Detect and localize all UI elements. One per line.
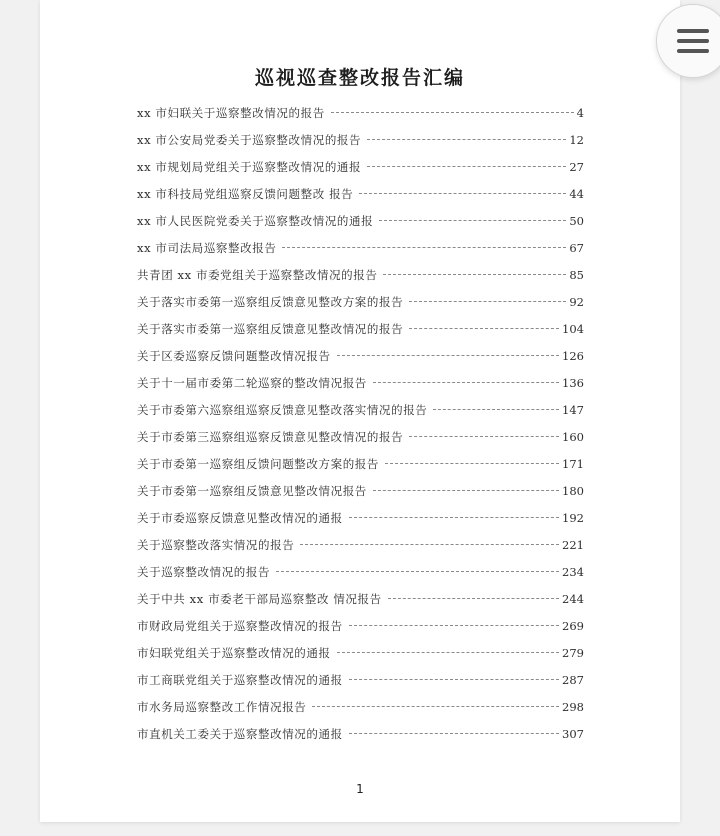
toc-entry[interactable] — [137, 235, 584, 262]
toc-leader-dots — [433, 409, 559, 410]
toc-entry[interactable] — [137, 100, 584, 127]
toc-entry-title: 关于巡察整改情况的报告 — [137, 565, 271, 579]
toc-entry-title: 关于市委第三巡察组巡察反馈意见整改情况的报告 — [137, 430, 404, 444]
toc-entry[interactable] — [137, 397, 584, 424]
toc-entry[interactable] — [137, 154, 584, 181]
toc-entry-page: 180 — [562, 484, 584, 498]
toc-leader-dots — [337, 652, 559, 653]
toc-entry-page: 234 — [562, 565, 584, 579]
toc-entry-title: xx 市公安局党委关于巡察整改情况的报告 — [137, 133, 362, 147]
toc-leader-dots — [383, 274, 566, 275]
toc-entry-title: 市直机关工委关于巡察整改情况的通报 — [137, 727, 343, 741]
toc-entry-title: xx 市司法局巡察整改报告 — [137, 241, 277, 255]
toc-entry-page: 269 — [562, 619, 584, 633]
toc-leader-dots — [367, 166, 566, 167]
toc-entry[interactable] — [137, 289, 584, 316]
toc-entry-title: 关于市委第六巡察组巡察反馈意见整改落实情况的报告 — [137, 403, 428, 417]
toc-leader-dots — [373, 382, 559, 383]
toc-entry-title: 共青团 xx 市委党组关于巡察整改情况的报告 — [137, 268, 378, 282]
toc-leader-dots — [349, 733, 559, 734]
toc-entry-title: 关于落实市委第一巡察组反馈意见整改情况的报告 — [137, 322, 404, 336]
toc-leader-dots — [385, 463, 559, 464]
toc-entry-title: 关于十一届市委第二轮巡察的整改情况报告 — [137, 376, 367, 390]
toc-entry[interactable] — [137, 424, 584, 451]
toc-entry-page: 192 — [562, 511, 584, 525]
toc-entry[interactable] — [137, 478, 584, 505]
toc-entry-page: 160 — [562, 430, 584, 444]
toc-entry[interactable] — [137, 613, 584, 640]
toc-leader-dots — [349, 679, 559, 680]
toc-leader-dots — [359, 193, 566, 194]
toc-entry-title: 市水务局巡察整改工作情况报告 — [137, 700, 307, 714]
toc-entry-page: 279 — [562, 646, 584, 660]
toc-leader-dots — [312, 706, 559, 707]
toc-entry-page: 4 — [576, 106, 584, 120]
toc-entry[interactable] — [137, 262, 584, 289]
toc-entry-page: 12 — [569, 133, 584, 147]
toc-entry-page: 298 — [562, 700, 584, 714]
toc-entry-title: 市妇联党组关于巡察整改情况的通报 — [137, 646, 331, 660]
toc-entry-title: xx 市妇联关于巡察整改情况的报告 — [137, 106, 325, 120]
document-title: 巡视巡查整改报告汇编 — [254, 67, 465, 89]
toc-entry-title: xx 市规划局党组关于巡察整改情况的通报 — [137, 160, 362, 174]
toc-entry-page: 221 — [562, 538, 584, 552]
toc-entry-page: 27 — [569, 160, 584, 174]
toc-leader-dots — [373, 490, 559, 491]
toc-entry[interactable] — [137, 559, 584, 586]
toc-entry-page: 287 — [562, 673, 584, 687]
toc-entry-title: 市财政局党组关于巡察整改情况的报告 — [137, 619, 343, 633]
toc-entry-title: 关于区委巡察反馈问题整改情况报告 — [137, 349, 331, 363]
toc-entry-page: 244 — [562, 592, 584, 606]
toc-entry[interactable] — [137, 451, 584, 478]
menu-button[interactable] — [656, 4, 720, 78]
toc-entry-page: 44 — [569, 187, 584, 201]
toc-entry-title: 关于市委第一巡察组反馈问题整改方案的报告 — [137, 457, 379, 471]
toc-entry-title: xx 市科技局党组巡察反馈问题整改 报告 — [137, 187, 354, 201]
toc-entry-title: 关于落实市委第一巡察组反馈意见整改方案的报告 — [137, 295, 404, 309]
toc-entry[interactable] — [137, 316, 584, 343]
toc-entry-page: 104 — [562, 322, 584, 336]
toc-leader-dots — [409, 328, 559, 329]
toc-entry[interactable] — [137, 640, 584, 667]
toc-entry[interactable] — [137, 586, 584, 613]
toc-entry-page: 136 — [562, 376, 584, 390]
toc-leader-dots — [409, 301, 566, 302]
toc-entry-page: 171 — [562, 457, 584, 471]
toc-entry[interactable] — [137, 181, 584, 208]
toc-entry[interactable] — [137, 208, 584, 235]
toc-leader-dots — [349, 625, 559, 626]
toc-leader-dots — [337, 355, 559, 356]
toc-entry-page: 126 — [562, 349, 584, 363]
toc-leader-dots — [282, 247, 566, 248]
hamburger-menu-icon — [677, 29, 709, 59]
toc-entry-page: 92 — [569, 295, 584, 309]
toc-entry-page: 50 — [569, 214, 584, 228]
toc-leader-dots — [379, 220, 566, 221]
page-number: 1 — [356, 782, 364, 796]
toc-entry-title: xx 市人民医院党委关于巡察整改情况的通报 — [137, 214, 374, 228]
toc-entry[interactable] — [137, 343, 584, 370]
toc-entry-page: 147 — [562, 403, 584, 417]
toc-leader-dots — [388, 598, 559, 599]
toc-entry[interactable] — [137, 532, 584, 559]
toc-entry[interactable] — [137, 505, 584, 532]
toc-entry-page: 307 — [562, 727, 584, 741]
toc-entry-title: 市工商联党组关于巡察整改情况的通报 — [137, 673, 343, 687]
table-of-contents — [137, 100, 584, 748]
toc-leader-dots — [331, 112, 574, 113]
toc-leader-dots — [367, 139, 566, 140]
toc-entry-title: 关于市委巡察反馈意见整改情况的通报 — [137, 511, 343, 525]
toc-entry-page: 85 — [569, 268, 584, 282]
toc-entry[interactable] — [137, 127, 584, 154]
toc-leader-dots — [349, 517, 559, 518]
toc-entry-title: 关于中共 xx 市委老干部局巡察整改 情况报告 — [137, 592, 382, 606]
toc-entry[interactable] — [137, 721, 584, 748]
toc-leader-dots — [409, 436, 559, 437]
toc-entry[interactable] — [137, 694, 584, 721]
toc-entry[interactable] — [137, 667, 584, 694]
toc-entry-title: 关于市委第一巡察组反馈意见整改情况报告 — [137, 484, 367, 498]
toc-leader-dots — [300, 544, 559, 545]
toc-entry-title: 关于巡察整改落实情况的报告 — [137, 538, 295, 552]
toc-entry-page: 67 — [569, 241, 584, 255]
toc-leader-dots — [276, 571, 559, 572]
toc-entry[interactable] — [137, 370, 584, 397]
document-page — [40, 0, 680, 822]
